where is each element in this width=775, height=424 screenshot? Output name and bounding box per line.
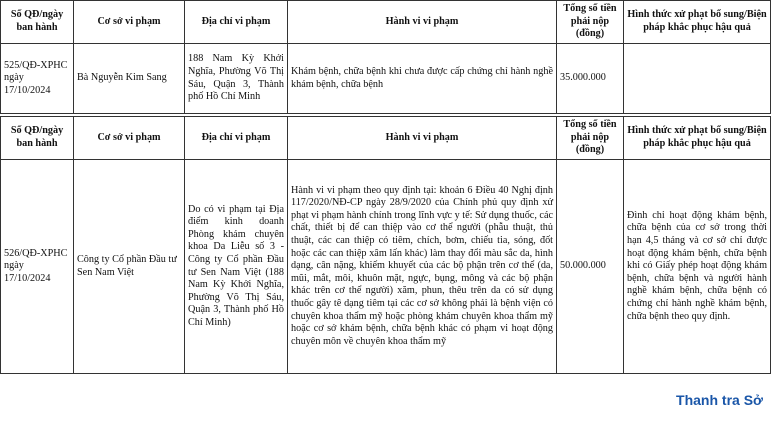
header-violation: Hành vi vi phạm [288, 117, 557, 160]
header-facility: Cơ sở vi phạm [74, 1, 185, 44]
header-penalty: Hình thức xử phạt bổ sung/Biện pháp khắc phục hậu quả [624, 1, 771, 44]
violation-table-2 [0, 116, 771, 374]
table-row [1, 44, 771, 114]
decision-no-cell: 525/QĐ-XPHC ngày 17/10/2024 [1, 44, 74, 114]
address-cell: Do có vi phạm tại Địa điểm kinh doanh Phòng khám chuyên khoa Da Liễu số 3 - Công ty Cổ phần Đầu tư Sen Nam Việt (188 Nam Kỳ Khởi Nghĩa, Phường Võ Thị Sáu, Quận 3, Thành phố Hồ Chí Minh) [185, 160, 288, 374]
facility-cell: Bà Nguyễn Kim Sang [74, 44, 185, 114]
header-penalty: Hình thức xử phạt bổ sung/Biện pháp khắc phục hậu quả [624, 117, 771, 160]
header-violation: Hành vi vi phạm [288, 1, 557, 44]
header-decision-no: Số QĐ/ngày ban hành [1, 1, 74, 44]
footer-source: Thanh tra Sở [676, 392, 763, 408]
facility-cell: Công ty Cổ phần Đầu tư Sen Nam Việt [74, 160, 185, 374]
header-total-fine: Tổng số tiền phải nộp (đồng) [557, 117, 624, 160]
decision-no-cell: 526/QĐ-XPHC ngày 17/10/2024 [1, 160, 74, 374]
header-decision-no: Số QĐ/ngày ban hành [1, 117, 74, 160]
violation-table-1 [0, 0, 771, 114]
address-cell: 188 Nam Kỳ Khởi Nghĩa, Phường Võ Thị Sáu, Quận 3, Thành phố Hồ Chí Minh [185, 44, 288, 114]
header-total-fine: Tổng số tiền phải nộp (đồng) [557, 1, 624, 44]
penalty-cell [624, 44, 771, 114]
total-fine-cell: 50.000.000 [557, 160, 624, 374]
header-facility: Cơ sở vi phạm [74, 117, 185, 160]
penalty-cell: Đình chỉ hoạt động khám bệnh, chữa bệnh của cơ sở trong thời hạn 4,5 tháng và cơ sở chỉ được hoạt động khám bệnh, chữa bệnh khi có Giấy phép hoạt động khám bệnh, chữa bệnh và người hành nghề khám bệnh, chữa bệnh có chứng chỉ hành nghề khám bệnh, chữa bệnh theo quy định. [624, 160, 771, 374]
table-row [1, 160, 771, 374]
violation-cell: Hành vi vi phạm theo quy định tại: khoản 6 Điều 40 Nghị định 117/2020/NĐ-CP ngày 28/9/2020 của Chính phủ quy định xử phạt vi phạm hành chính trong lĩnh vực y tế: Sử dụng thuốc, các chất, thiết bị để can thiệp vào cơ thể người (phẫu thuật, thủ thuật, các can thiệp có tiêm, chích, bơm, chiếu tia, sóng, đốt hoặc các can thiệp xâm lấn khác) làm thay đổi màu sắc da, hình dạng, cân nặng, khiếm khuyết của các bộ phận trên cơ thể (da, mũi, mắt, môi, khuôn mặt, ngực, bụng, mông và các bộ phận khác trên cơ thể người) xăm, phun, thêu trên da có sử dụng thuốc gây tê dạng tiêm tại các cơ sở không phải là bệnh viện có chuyên khoa thẩm mỹ hoặc phòng khám chuyên khoa thẩm mỹ hoặc cơ sở khám bệnh, chữa bệnh khác có phạm vi hoạt động chuyên môn về chuyên khoa thẩm mỹ [288, 160, 557, 374]
total-fine-cell: 35.000.000 [557, 44, 624, 114]
violation-cell: Khám bệnh, chữa bệnh khi chưa được cấp chứng chỉ hành nghề khám bệnh, chữa bệnh [288, 44, 557, 114]
header-address: Địa chỉ vi phạm [185, 1, 288, 44]
header-address: Địa chỉ vi phạm [185, 117, 288, 160]
